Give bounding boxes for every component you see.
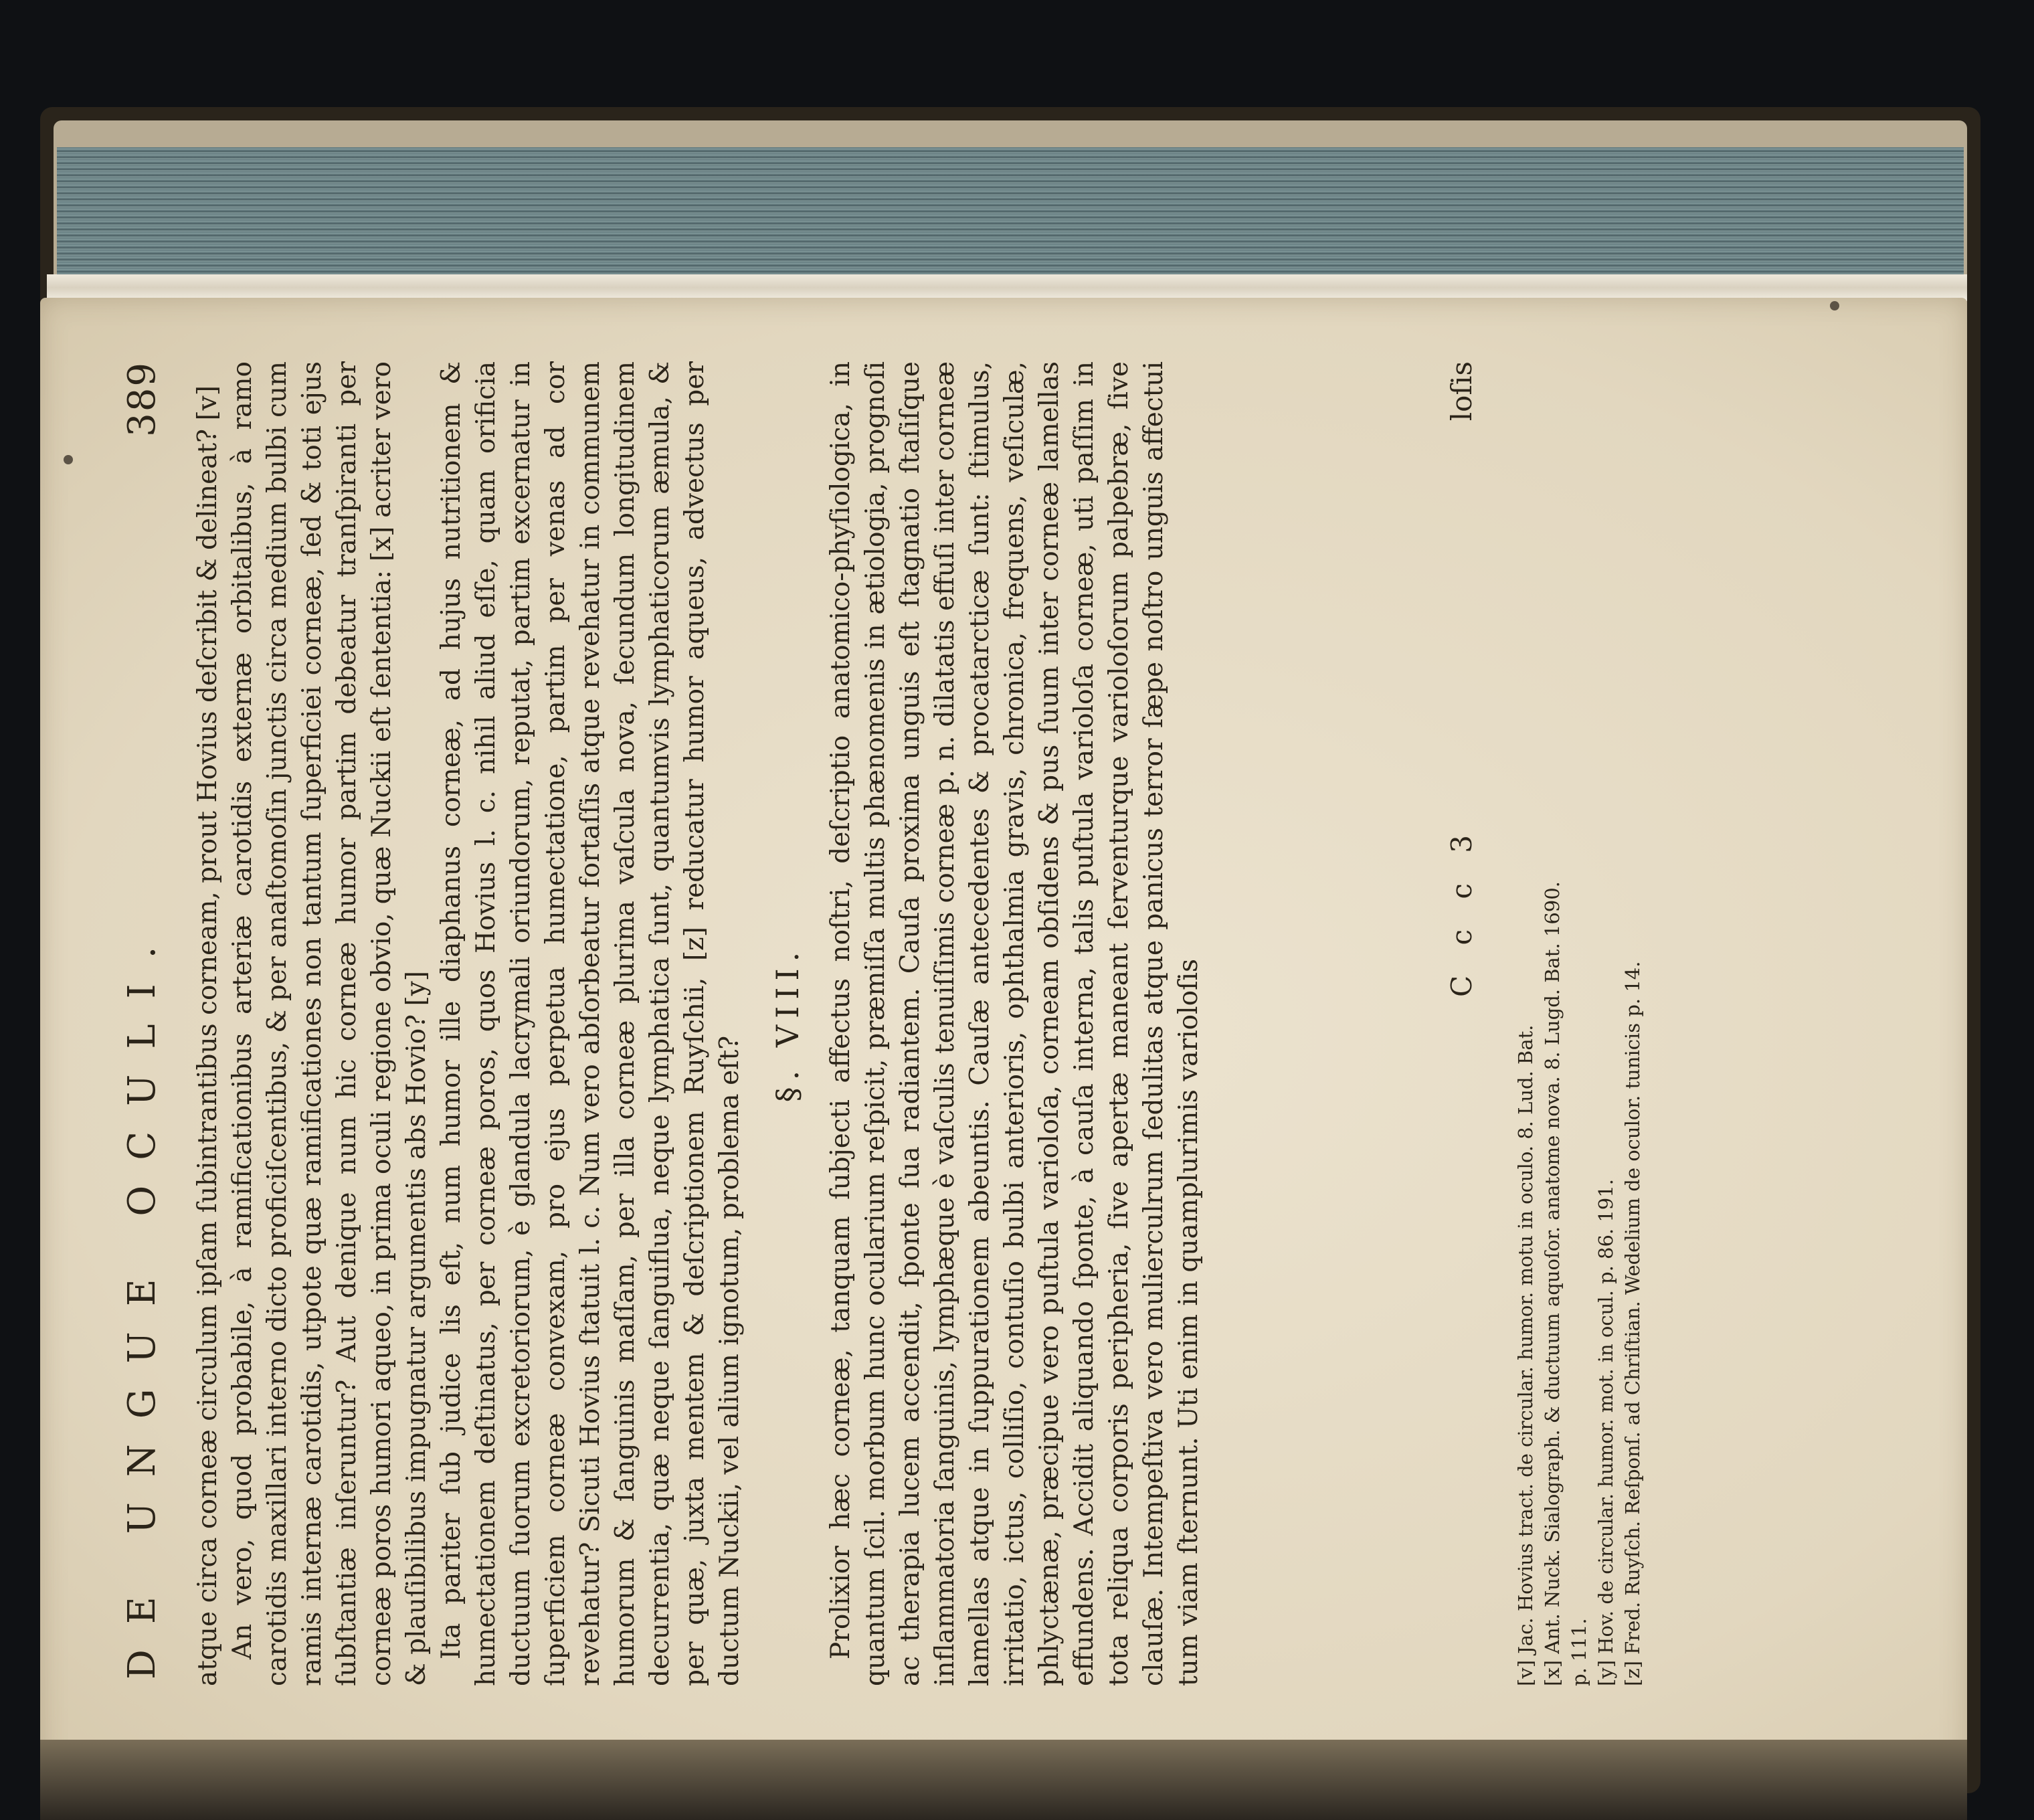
running-head (114, 361, 174, 1686)
rotated-text-block (114, 361, 1760, 1686)
page-spot (1830, 301, 1839, 310)
footnote: [x] Ant. Nuck. Sialograph. & ductuum aquoſor. anatome nova. 8. Lugd. Bat. 1690. (1541, 881, 1564, 1686)
paragraph: An vero, quod probabile, à ramificationibus arteriæ carotidis externæ orbitalibus, à ramo carotidis maxillari interno dicto proficiſcentibus, & per anaſtomoſin junctis circa medium bulbi cum ramis internæ carotidis, utpote quæ ramificationes non tantum ſuperficiei corneæ, ſed & toti ejus ſubſtantiæ inſeruntur? Aut denique num hic corneæ humor partim debeatur tranſpiranti per corneæ poros humori aqueo, in prima oculi regione obvio, quæ Nuckii eſt ſententia: [x] acriter vero & plauſibilibus impugnatur argumentis abs Hovio? [y] (227, 361, 432, 1686)
body-text (191, 361, 1206, 1686)
footnote: p. 111. (1568, 1618, 1590, 1686)
paragraph: atque circa corneæ circulum ipſam ſubintrantibus corneam, prout Hovius deſcribit & delineat? [v] (193, 385, 223, 1686)
gutter-shadow (40, 1740, 1967, 1820)
section-heading: §. VIII. (769, 945, 806, 1103)
footnotes (1512, 361, 1646, 1686)
page-spot (64, 455, 73, 464)
page-edge-highlight (47, 274, 1967, 301)
section-paragraph: Prolixior hæc corneæ, tanquam ſubjecti affectus noſtri, deſcriptio anatomico-phyſiologica, in quantum ſcil. morbum hunc ocularium reſpicit, præmiſſa multis phænomenis in ætiologia, prognoſi ac therapia lucem accendit, ſponte ſua radiantem. Cauſa proxima unguis eſt ſtagnatio ſtaſiſque inflammatoria ſanguinis, lymphæque è vaſculis tenuiſſimis corneæ p. n. dilatatis effuſi inter corneæ lamellas atque in ſuppurationem abeuntis. Cauſæ antecedentes & procatarcticæ ſunt: ſtimulus, irritatio, ictus, colliſio, contuſio bulbi anterioris, ophthalmia gravis, chronica, frequens, veſiculæ, phlyctænæ, præcipue vero puſtula varioloſa, corneam obſidens & pus ſuum inter corneæ lamellas effundens. Accidit aliquando ſponte, à cauſa interna, talis puſtula varioloſa corneæ, uti paſſim in tota reliqua corporis peripheria, ſive apertæ maneant ſerventurque varioloſorum palpebræ, ſive clauſæ. Intempeſtiva vero mulierculrum ſedulitas atque panicus terror ſæpe noſtro unguis affectui tum viam ſternunt. Uti enim in quamplurimis varioloſis (826, 361, 1204, 1686)
footnote: [y] Hov. de circular. humor. mot. in ocul. p. 86. 191. (1594, 1179, 1617, 1686)
signature-mark: C c c 3 (1445, 824, 1478, 997)
page-number: 389 (120, 361, 164, 437)
running-head-title: DE UNGUE OCULI. (120, 921, 164, 1679)
footnote: [v] Jac. Hovius tract. de circular. humor. motu in oculo. 8. Lud. Bat. (1514, 1024, 1537, 1686)
fore-edge-stack (57, 147, 1964, 288)
footnote: [z] Fred. Ruyſch. Reſponſ. ad Chriſtian. Wedelium de oculor. tunicis p. 14. (1621, 961, 1644, 1686)
paragraph: Ita pariter ſub judice lis eſt, num humor ille diaphanus corneæ, ad hujus nutritionem & humectationem deſtinatus, per corneæ poros, quos Hovius l. c. nihil aliud eſſe, quam orificia ductuum ſuorum excretoriorum, è glandula lacrymali oriundorum, reputat, partim excernatur in ſuperficiem corneæ convexam, pro ejus perpetua humectatione, partim per venas ad cor revehatur? Sicuti Hovius ſtatuit l. c. Num vero abſorbeatur fortaſſis atque revehatur in communem humorum & ſanguinis maſſam, per illa corneæ plurima vaſcula nova, ſecundum longitudinem decurrentia, quæ neque ſanguiflua, neque lymphatica ſunt, quantumvis lymphaticorum æmula, & per quæ, juxta mentem & deſcriptionem Ruyſchii, [z] reducatur humor aqueus, advectus per ductum Nuckii, vel alium ignotum, problema eſt? (436, 361, 745, 1686)
catchword: loſis (1445, 361, 1478, 422)
